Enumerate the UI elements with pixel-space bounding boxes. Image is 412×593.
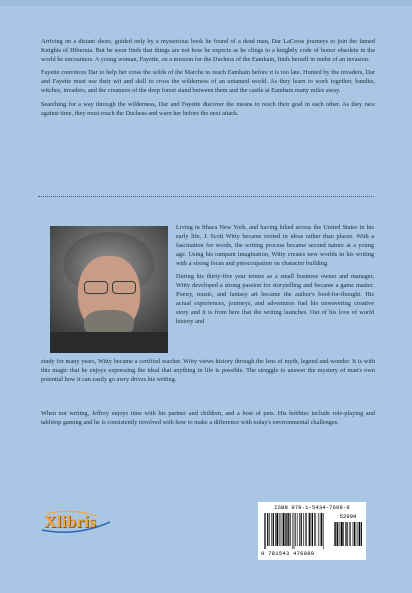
isbn-label: ISBN 978-1-5434-7698-9 [274, 505, 350, 511]
blurb-paragraph-2: Fayette convinces Dar to help her cross the wilds of the Marche to reach Eamhain before it is too late. Hunted by the invaders, Dar and Fayette must use their wit and skill to cross the wilderness of an untamed world. As they learn to work together, bandits, witches, invaders, and the creatures of the deep forest stand between them and the castle at Eamhain many miles away. [41, 69, 375, 95]
blurb-paragraph-3: Searching for a way through the wilderness, Dar and Fayette discover the means to reach their goal in each other. As they race against time, they must reach the Duchess and warn her before the next attack. [41, 100, 375, 117]
book-blurb [41, 38, 375, 123]
dotted-divider [38, 196, 374, 197]
bio-paragraph-2: During his thirty-five year tenure as a small business owner and manager, Witty developed a strong passion for storytelling and became a game master. Poetry, music, and fantasy art became the author's food-for-thought. His actual experiences, journeys, and adventures fuel his unwavering creative story and it is from here that the writing launches. Out of his love of world history and [176, 273, 374, 325]
barcode-panel [258, 502, 366, 560]
publisher-logo [40, 510, 112, 534]
bio-paragraph-2-continued: study for many years, Witty became a certified teacher. Witty views history through the lens of myth, legend and wonder. It is with this magic that he enjoys expressing the ideal that anything in life is possible. The struggle to answer the mystery of man's own potential how it can easily go awry drives his writing. [41, 358, 375, 383]
ean-barcode [264, 513, 330, 549]
author-glasses [82, 281, 138, 293]
logo-text: Xlibris [44, 512, 97, 531]
bio-paragraph-1: Living in Ithaca New York, and having hiked across the United States in his early life, J. Scott Witty became rooted in ideas rather than places. With a fascination for words, the writing process became second nature at a young age. Using his rampant imagination, Witty creates new worlds in his writing with a strong focus and preoccupation on character building. [176, 224, 374, 267]
author-bio-final [41, 410, 375, 432]
ean-number: 9 781543 476989 [261, 550, 315, 557]
addon-barcode [334, 522, 362, 549]
author-photo [50, 226, 168, 353]
top-edge [0, 0, 412, 6]
bio-paragraph-3: When not writing, Jeffrey enjoys time with his partner and children, and a host of pets. His hobbies include role-playing and tabletop gaming and he is consistently involved with how to make a difference with today's environmental challenges. [41, 410, 375, 426]
addon-number: 52999 [339, 513, 357, 520]
blurb-paragraph-1: Arriving on a distant shore, guided only by a mysterious book he found of a dead man, Dar LaCross journeys to join the famed Knights of Hibernia. But he soon finds that things are not how he expects as he clings to a knightly code of honor obsolete in the world he encounters. A young woman, Fayette, on a mission for the Duchess of the Eamhain, finds herself in midst of an invasion. [41, 38, 375, 63]
author-bio-beside-photo [176, 224, 374, 331]
author-shirt [50, 332, 168, 353]
